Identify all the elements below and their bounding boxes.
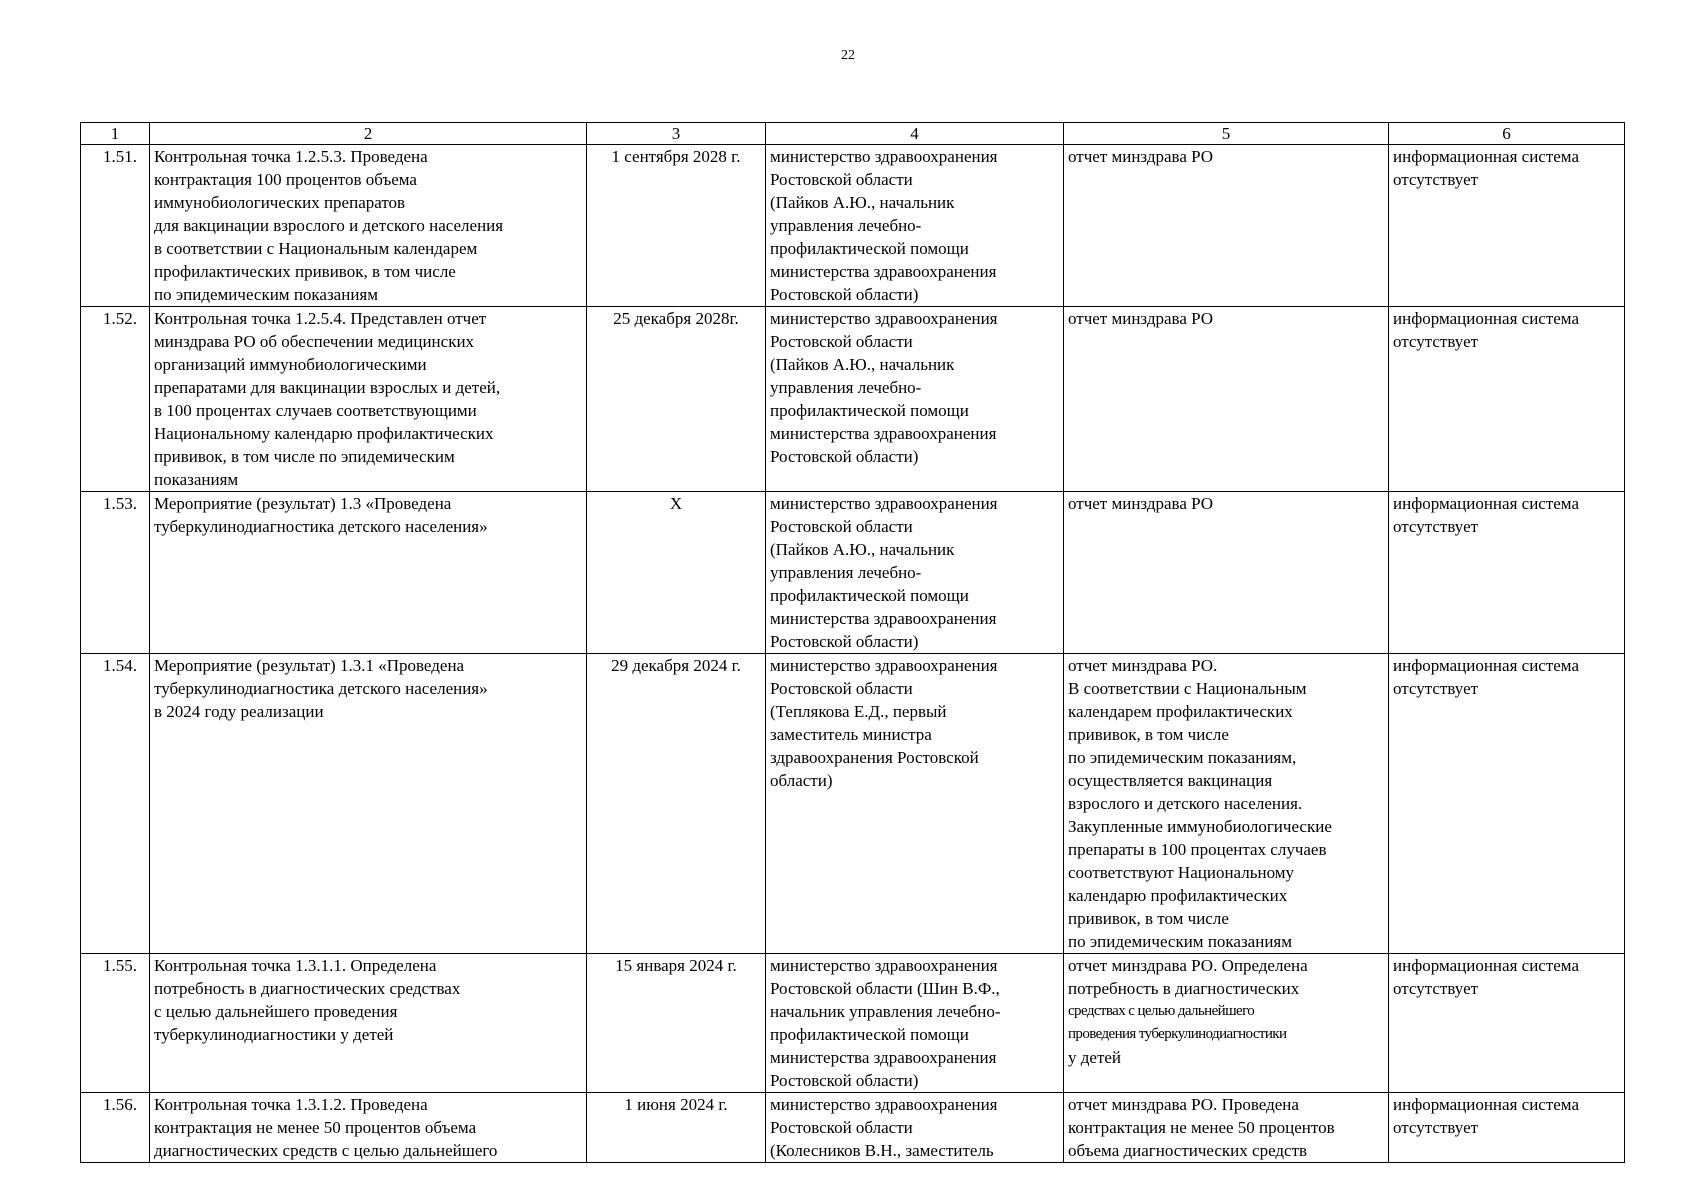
table-row — [81, 954, 1625, 1093]
cell-line: министерство здравоохранения — [770, 656, 998, 675]
row-number-cell: 1.55. — [81, 954, 150, 1093]
cell-line: контрактация не менее 50 процентов объема — [154, 1118, 477, 1137]
column-header-4: 4 — [766, 123, 1064, 145]
document-cell — [1064, 654, 1389, 954]
cell-line: профилактической помощи — [770, 401, 969, 420]
cell-line: прививок, в том числе — [1068, 725, 1229, 744]
cell-line: потребность в диагностических средствах — [154, 979, 461, 998]
cell-line: информационная система — [1393, 656, 1579, 675]
cell-line: информационная система — [1393, 494, 1579, 513]
cell-line: профилактической помощи — [770, 586, 969, 605]
responsible-cell — [766, 492, 1064, 654]
cell-line: соответствуют Национальному — [1068, 863, 1295, 882]
table-row — [81, 145, 1625, 307]
cell-line: препараты в 100 процентах случаев — [1068, 840, 1327, 859]
cell-line: министерства здравоохранения — [770, 1048, 997, 1067]
cell-line: Национальному календарю профилактических — [154, 424, 494, 443]
cell-line: министерство здравоохранения — [770, 309, 998, 328]
cell-line: информационная система — [1393, 147, 1579, 166]
date-cell: X — [587, 492, 766, 654]
description-cell — [150, 307, 587, 492]
column-header-3: 3 — [587, 123, 766, 145]
cell-line: календарем профилактических — [1068, 702, 1293, 721]
cell-line: (Колесников В.Н., заместитель — [770, 1141, 994, 1160]
cell-line: министерства здравоохранения — [770, 424, 997, 443]
cell-line: Ростовской области — [770, 517, 913, 536]
cell-line: Закупленные иммунобиологические — [1068, 817, 1332, 836]
cell-line: контрактация не менее 50 процентов — [1068, 1118, 1335, 1137]
description-cell — [150, 1093, 587, 1163]
cell-line: управления лечебно- — [770, 378, 922, 397]
info-system-cell — [1389, 1093, 1625, 1163]
cell-line: Ростовской области) — [770, 632, 919, 651]
document-cell — [1064, 492, 1389, 654]
cell-line: Контрольная точка 1.3.1.2. Проведена — [154, 1095, 428, 1114]
cell-line: для вакцинации взрослого и детского населения — [154, 216, 504, 235]
cell-line: туберкулинодиагностики у детей — [154, 1025, 394, 1044]
cell-line: министерство здравоохранения — [770, 147, 998, 166]
cell-line: Контрольная точка 1.2.5.3. Проведена — [154, 147, 428, 166]
cell-line: профилактической помощи — [770, 1025, 969, 1044]
cell-line: взрослого и детского населения. — [1068, 794, 1303, 813]
cell-line: министерство здравоохранения — [770, 494, 998, 513]
table-row — [81, 307, 1625, 492]
row-number-cell: 1.52. — [81, 307, 150, 492]
cell-line: министерство здравоохранения — [770, 1095, 998, 1114]
row-number-cell: 1.56. — [81, 1093, 150, 1163]
cell-line: по эпидемическим показаниям, — [1068, 748, 1297, 767]
cell-line: отсутствует — [1393, 517, 1479, 536]
cell-line: препаратами для вакцинации взрослых и детей, — [154, 378, 501, 397]
cell-line: отчет минздрава РО. Проведена — [1068, 1095, 1299, 1114]
cell-line: Контрольная точка 1.3.1.1. Определена — [154, 956, 437, 975]
cell-line: отсутствует — [1393, 679, 1479, 698]
cell-line: информационная система — [1393, 1095, 1579, 1114]
cell-line: прививок, в том числе — [1068, 909, 1229, 928]
cell-line: профилактических прививок, в том числе — [154, 262, 456, 281]
cell-line: в 100 процентах случаев соответствующими — [154, 401, 477, 420]
cell-line: у детей — [1068, 1048, 1122, 1067]
cell-line: отсутствует — [1393, 170, 1479, 189]
cell-line: Контрольная точка 1.2.5.4. Представлен отчет — [154, 309, 487, 328]
cell-line: управления лечебно- — [770, 563, 922, 582]
cell-line: средствах с целью дальнейшего — [1068, 1003, 1255, 1019]
responsible-cell — [766, 307, 1064, 492]
cell-line: начальник управления лечебно- — [770, 1002, 1001, 1021]
row-number-cell: 1.53. — [81, 492, 150, 654]
cell-line: осуществляется вакцинация — [1068, 771, 1273, 790]
info-system-cell — [1389, 307, 1625, 492]
table-row — [81, 654, 1625, 954]
cell-line: Ростовской области (Шин В.Ф., — [770, 979, 1000, 998]
date-cell: 1 июня 2024 г. — [587, 1093, 766, 1163]
cell-line: календарю профилактических — [1068, 886, 1288, 905]
document-cell — [1064, 1093, 1389, 1163]
row-number-cell: 1.51. — [81, 145, 150, 307]
cell-line: в соответствии с Национальным календарем — [154, 239, 478, 258]
cell-line: здравоохранения Ростовской — [770, 748, 979, 767]
cell-line: с целью дальнейшего проведения — [154, 1002, 398, 1021]
document-cell — [1064, 145, 1389, 307]
cell-line: информационная система — [1393, 309, 1579, 328]
date-cell: 15 января 2024 г. — [587, 954, 766, 1093]
document-cell — [1064, 954, 1389, 1093]
cell-line: области) — [770, 771, 833, 790]
date-cell: 25 декабря 2028г. — [587, 307, 766, 492]
cell-line: (Пайков А.Ю., начальник — [770, 355, 955, 374]
description-cell — [150, 654, 587, 954]
table-row — [81, 492, 1625, 654]
cell-line: заместитель министра — [770, 725, 932, 744]
cell-line: диагностических средств с целью дальнейшего — [154, 1141, 498, 1160]
description-cell — [150, 145, 587, 307]
cell-line: Ростовской области) — [770, 285, 919, 304]
cell-line: отчет минздрава РО. Определена — [1068, 956, 1308, 975]
cell-line: отчет минздрава РО — [1068, 494, 1214, 513]
cell-line: в 2024 году реализации — [154, 702, 324, 721]
cell-line: проведения туберкулинодиагностики — [1068, 1026, 1287, 1042]
info-system-cell — [1389, 654, 1625, 954]
cell-line: отсутствует — [1393, 1118, 1479, 1137]
document-cell — [1064, 307, 1389, 492]
column-number-row — [81, 123, 1625, 145]
cell-line: министерства здравоохранения — [770, 262, 997, 281]
cell-line: информационная система — [1393, 956, 1579, 975]
cell-line: Ростовской области) — [770, 1071, 919, 1090]
cell-line: туберкулинодиагностика детского населения» — [154, 517, 488, 536]
cell-line: потребность в диагностических — [1068, 979, 1300, 998]
cell-line: отчет минздрава РО — [1068, 147, 1214, 166]
cell-line: отсутствует — [1393, 979, 1479, 998]
cell-line: контрактация 100 процентов объема — [154, 170, 417, 189]
column-header-1: 1 — [81, 123, 150, 145]
date-cell: 1 сентября 2028 г. — [587, 145, 766, 307]
info-system-cell — [1389, 145, 1625, 307]
cell-line: управления лечебно- — [770, 216, 922, 235]
table-body — [81, 145, 1625, 1163]
cell-line: Ростовской области — [770, 170, 913, 189]
cell-line: Ростовской области — [770, 1118, 913, 1137]
cell-line: (Пайков А.Ю., начальник — [770, 540, 955, 559]
row-number-cell: 1.54. — [81, 654, 150, 954]
responsible-cell — [766, 145, 1064, 307]
date-cell: 29 декабря 2024 г. — [587, 654, 766, 954]
description-cell — [150, 492, 587, 654]
cell-line: министерства здравоохранения — [770, 609, 997, 628]
cell-line: министерство здравоохранения — [770, 956, 998, 975]
cell-line: Ростовской области — [770, 332, 913, 351]
responsible-cell — [766, 654, 1064, 954]
cell-line: отсутствует — [1393, 332, 1479, 351]
table-row — [81, 1093, 1625, 1163]
cell-line: туберкулинодиагностика детского населения» — [154, 679, 488, 698]
cell-line: по эпидемическим показаниям — [1068, 932, 1292, 951]
page-number: 22 — [841, 48, 855, 63]
info-system-cell — [1389, 492, 1625, 654]
responsible-cell — [766, 1093, 1064, 1163]
info-system-cell — [1389, 954, 1625, 1093]
cell-line: показаниям — [154, 470, 239, 489]
cell-line: (Теплякова Е.Д., первый — [770, 702, 947, 721]
cell-line: по эпидемическим показаниям — [154, 285, 378, 304]
cell-line: минздрава РО об обеспечении медицинских — [154, 332, 475, 351]
responsible-cell — [766, 954, 1064, 1093]
description-cell — [150, 954, 587, 1093]
cell-line: отчет минздрава РО — [1068, 309, 1214, 328]
cell-line: В соответствии с Национальным — [1068, 679, 1307, 698]
activities-table — [80, 122, 1625, 1163]
cell-line: отчет минздрава РО. — [1068, 656, 1218, 675]
cell-line: организаций иммунобиологическими — [154, 355, 427, 374]
cell-line: (Пайков А.Ю., начальник — [770, 193, 955, 212]
column-header-5: 5 — [1064, 123, 1389, 145]
cell-line: иммунобиологических препаратов — [154, 193, 406, 212]
column-header-2: 2 — [150, 123, 587, 145]
column-header-6: 6 — [1389, 123, 1625, 145]
cell-line: Ростовской области) — [770, 447, 919, 466]
cell-line: профилактической помощи — [770, 239, 969, 258]
cell-line: Мероприятие (результат) 1.3 «Проведена — [154, 494, 452, 513]
cell-line: прививок, в том числе по эпидемическим — [154, 447, 455, 466]
cell-line: Ростовской области — [770, 679, 913, 698]
cell-line: Мероприятие (результат) 1.3.1 «Проведена — [154, 656, 465, 675]
cell-line: объема диагностических средств — [1068, 1141, 1308, 1160]
